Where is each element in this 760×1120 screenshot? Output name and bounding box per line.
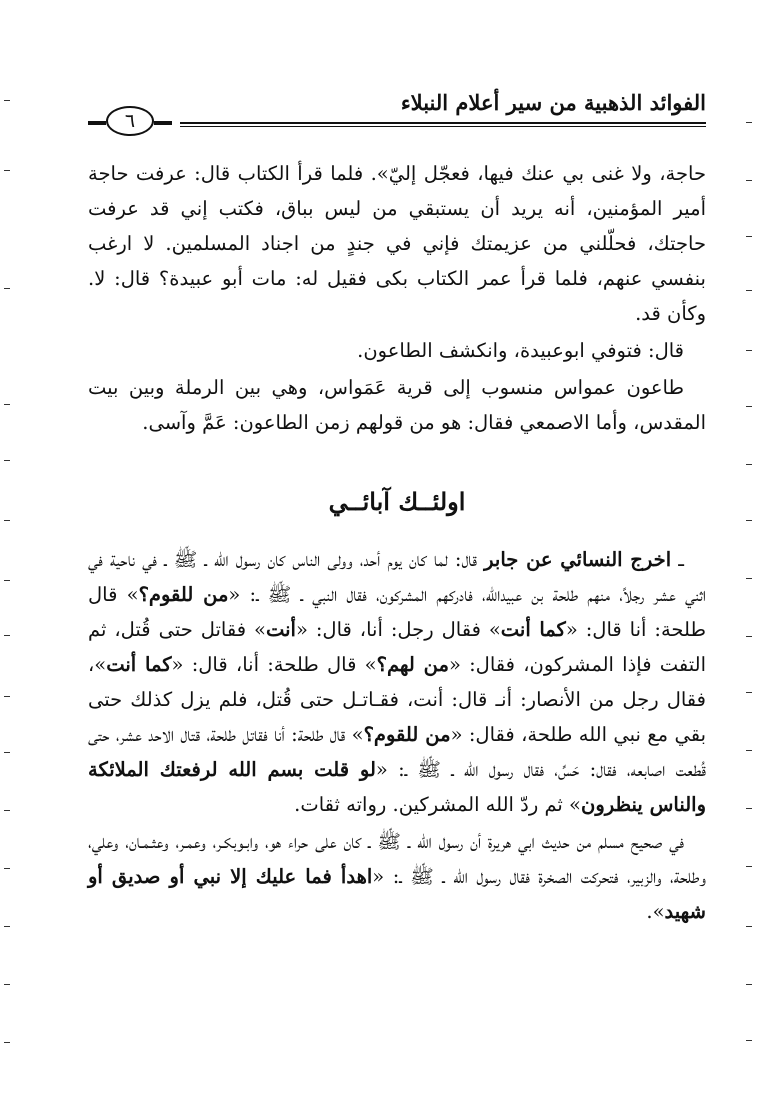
margin-tick (746, 866, 752, 867)
margin-tick (746, 406, 752, 407)
paragraph-hadith-hira (88, 824, 706, 929)
quote-bold: من للقوم؟ (138, 583, 229, 606)
quote-bold: كما أنت (106, 653, 172, 676)
page-body (88, 156, 706, 929)
running-header (88, 86, 706, 136)
margin-tick (4, 170, 10, 171)
margin-tick (746, 520, 752, 521)
margin-tick (746, 464, 752, 465)
margin-tick (4, 1042, 10, 1043)
margin-tick (746, 1040, 752, 1041)
paragraph-death: قال: فتوفي ابوعبيدة، وانكشف الطاعون. (357, 339, 684, 362)
page-number-left-bar (88, 121, 106, 125)
margin-tick (4, 100, 10, 101)
text-run: » قال طلحة: أنا، قال: « (171, 653, 377, 676)
paragraph-hadith-jabir (88, 542, 706, 822)
margin-tick (746, 122, 752, 123)
narrator-bold: اخرج النسائي عن جابر (484, 548, 672, 571)
margin-tick (4, 868, 10, 869)
quote-bold: من للقوم؟ (363, 723, 451, 746)
margin-tick (746, 236, 752, 237)
page-number-ornament (88, 106, 172, 136)
margin-tick (746, 180, 752, 181)
text-run: » قال طلحة: أنا فقاتل طلحة، قتال الاحد عشر، حتى قُطعت اصابعه، فقال: حَسِّ، فقال رسول الله ـ ﷺ ـ: « (88, 723, 706, 781)
margin-tick (4, 635, 10, 636)
quote-bold: اهدأ فما عليك إلا نبي أو صديق أو شهيد (88, 865, 706, 923)
margin-tick (746, 750, 752, 751)
text-run: »، فقال رجل من الأنصار: أنـ قال: أنت، فقـاتـل حتى قُتل، فلم يزل كذلك حتى بقي مع نبي الله طلحة، فقال: « (88, 653, 707, 746)
section-heading: اولئــك آبائــي (328, 487, 466, 516)
text-run: قال: لما كان يوم أحد، وولى الناس كان رسول الله ـ ﷺ ـ في ناحية في اثني عشر رجلاً، منهم طلحة بن عبيدالله، فادركهم المشركون، فقال النبي ـ ﷺ ـ: « (88, 548, 707, 606)
margin-tick (4, 288, 10, 289)
header-rule-thin (180, 126, 706, 127)
header-rule (180, 122, 706, 124)
paragraph-amwas: طاعون عمواس منسوب إلى قرية عَمَواس، وهي بين الرملة وبين بيت المقدس، وأما الاصمعي فقال: هو من قولهم زمن الطاعون: عَمَّ وآسى. (88, 376, 706, 434)
margin-tick (746, 808, 752, 809)
text-run: » فقال رجل: أنا، قال: « (295, 618, 501, 641)
margin-tick (4, 580, 10, 581)
margin-tick (4, 520, 10, 521)
margin-tick (746, 926, 752, 927)
margin-tick (4, 752, 10, 753)
margin-tick (4, 926, 10, 927)
margin-tick (4, 404, 10, 405)
margin-tick (4, 696, 10, 697)
quote-bold: لو قلت بسم الله لرفعتك الملائكة والناس ينظرون (88, 758, 706, 816)
margin-tick (746, 692, 752, 693)
margin-tick (746, 984, 752, 985)
dash: ـ (671, 548, 684, 571)
text-run: » فقاتل حتى قُتل، ثم التفت فإذا المشركون، فقال: « (88, 618, 707, 676)
page-number-right-bar (154, 121, 172, 125)
margin-tick (4, 984, 10, 985)
quote-bold: من لهم؟ (376, 653, 449, 676)
text-run: » ثم ردّ الله المشركين. رواته ثقات. (294, 793, 581, 816)
quote-bold: أنت (265, 618, 296, 641)
margin-tick (4, 810, 10, 811)
margin-tick (746, 290, 752, 291)
book-title: الفوائد الذهبية من سير أعلام النبلاء (400, 90, 706, 115)
margin-tick (746, 636, 752, 637)
text-run: » قال طلحة: أنا قال: « (88, 583, 707, 641)
paragraph-letter: حاجة، ولا غنى بي عنك فيها، فعجّل إليّ». فلما قرأ الكتاب قال: عرفت حاجة أمير المؤمنين، أنه يريد أن يستبقي من ليس بباق، فكتب إني قد عرفت حاجتك، فحلّلني من عزيمتك فإني في جندٍ من اجناد المسلمين. لا ارغب بنفسي عنهم، فلما قرأ عمر الكتاب بكى فقيل له: مات أبو عبيدة؟ قال: لا. وكأن قد. (88, 162, 706, 325)
margin-tick (4, 460, 10, 461)
page-number: ٦ (106, 106, 154, 136)
quote-bold: كما أنت (500, 618, 566, 641)
margin-tick (746, 578, 752, 579)
text-run: في صحيح مسلم من حديث ابي هريرة أن رسول الله ـ ﷺ ـ كان على حراء هو، وابـوبكـر، وعمـر، وعثـمـان، وعلي، وطلحة، والزبير، فتحركت الصخرة فقال رسول الله ـ ﷺ ـ: « (88, 830, 707, 888)
text-run: ». (646, 900, 665, 923)
margin-tick (746, 350, 752, 351)
